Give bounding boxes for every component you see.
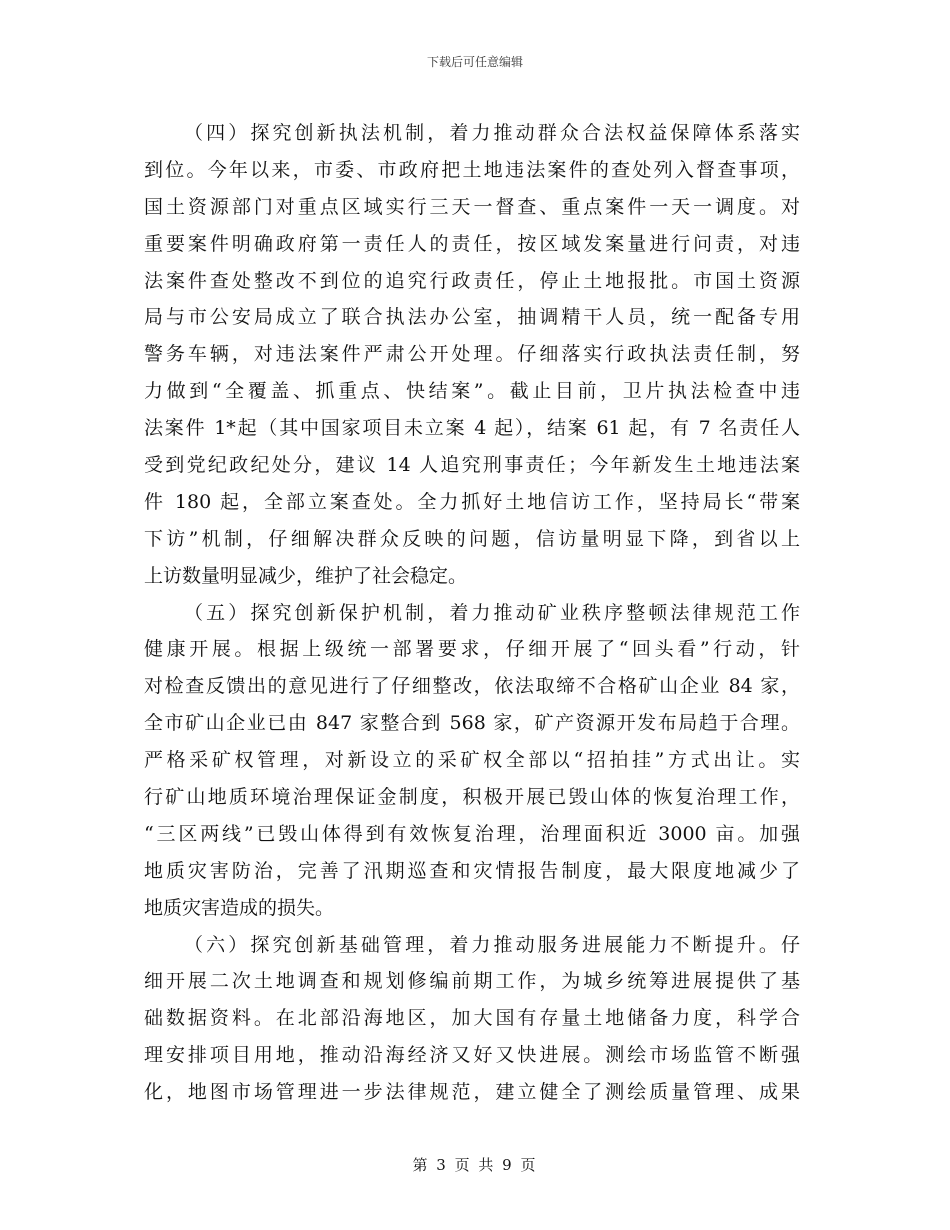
text-line: 力做到“全覆盖、抓重点、快结案”。截止目前，卫片执法检查中违 xyxy=(144,380,800,403)
paragraph-section-6 xyxy=(144,927,800,1111)
text-line: “三区两线”已毁山体得到有效恢复治理，治理面积近 3000 亩。加强 xyxy=(144,822,800,845)
text-line: 地质灾害防治，完善了汛期巡查和灾情报告制度，最大限度地减少了 xyxy=(144,859,800,882)
text-line: 警务车辆，对违法案件严肃公开处理。仔细落实行政执法责任制，努 xyxy=(144,343,800,366)
paragraph-section-5 xyxy=(144,595,800,927)
text-line: 细开展二次土地调查和规划修编前期工作，为城乡统筹进展提供了基 xyxy=(144,970,800,993)
text-line: 局与市公安局成立了联合执法办公室，抽调精干人员，统一配备专用 xyxy=(144,306,800,329)
page-header-note: 下载后可任意编辑 xyxy=(426,55,523,69)
text-line: 全市矿山企业已由 847 家整合到 568 家，矿产资源开发布局趋于合理。 xyxy=(144,712,800,735)
text-line: 件 180 起，全部立案查处。全力抓好土地信访工作，坚持局长“带案 xyxy=(144,490,800,513)
text-line: 理安排项目用地，推动沿海经济又好又快进展。测绘市场监管不断强 xyxy=(144,1044,800,1067)
paragraph-section-4 xyxy=(144,115,800,595)
text-line: （四）探究创新执法机制，着力推动群众合法权益保障体系落实 xyxy=(184,122,800,144)
text-line: 地质灾害造成的损失。 xyxy=(144,896,335,919)
text-line: 础数据资料。在北部沿海地区，加大国有存量土地储备力度，科学合 xyxy=(144,1007,800,1030)
text-line: 对检查反馈出的意见进行了仔细整改，依法取缔不合格矿山企业 84 家， xyxy=(144,675,800,698)
text-line: 下访”机制，仔细解决群众反映的问题，信访量明显下降，到省以上 xyxy=(144,527,800,550)
text-line: 健康开展。根据上级统一部署要求，仔细开展了“回头看”行动，针 xyxy=(144,638,800,661)
text-line: 严格采矿权管理，对新设立的采矿权全部以“招拍挂”方式出让。实 xyxy=(144,749,800,772)
text-line: （六）探究创新基础管理，着力推动服务进展能力不断提升。仔 xyxy=(184,933,800,956)
text-line: （五）探究创新保护机制，着力推动矿业秩序整顿法律规范工作 xyxy=(184,601,800,624)
page-number: 第 3 页 共 9 页 xyxy=(412,1156,538,1174)
text-line: 到位。今年以来，市委、市政府把土地违法案件的查处列入督查事项， xyxy=(144,158,800,181)
text-line: 上访数量明显减少，维护了社会稳定。 xyxy=(144,564,468,587)
text-line: 受到党纪政纪处分，建议 14 人追究刑事责任；今年新发生土地违法案 xyxy=(144,454,800,477)
text-line: 重要案件明确政府第一责任人的责任，按区域发案量进行问责，对违 xyxy=(144,232,800,255)
text-line: 行矿山地质环境治理保证金制度，积极开展已毁山体的恢复治理工作， xyxy=(144,786,800,809)
text-line: 法案件查处整改不到位的追究行政责任，停止土地报批。市国土资源 xyxy=(144,269,800,292)
document-body xyxy=(144,115,800,1111)
text-line: 国土资源部门对重点区域实行三天一督查、重点案件一天一调度。对 xyxy=(144,195,800,218)
text-line: 化，地图市场管理进一步法律规范，建立健全了测绘质量管理、成果 xyxy=(144,1081,800,1104)
text-line: 法案件 1*起（其中国家项目未立案 4 起），结案 61 起，有 7 名责任人 xyxy=(144,417,800,440)
